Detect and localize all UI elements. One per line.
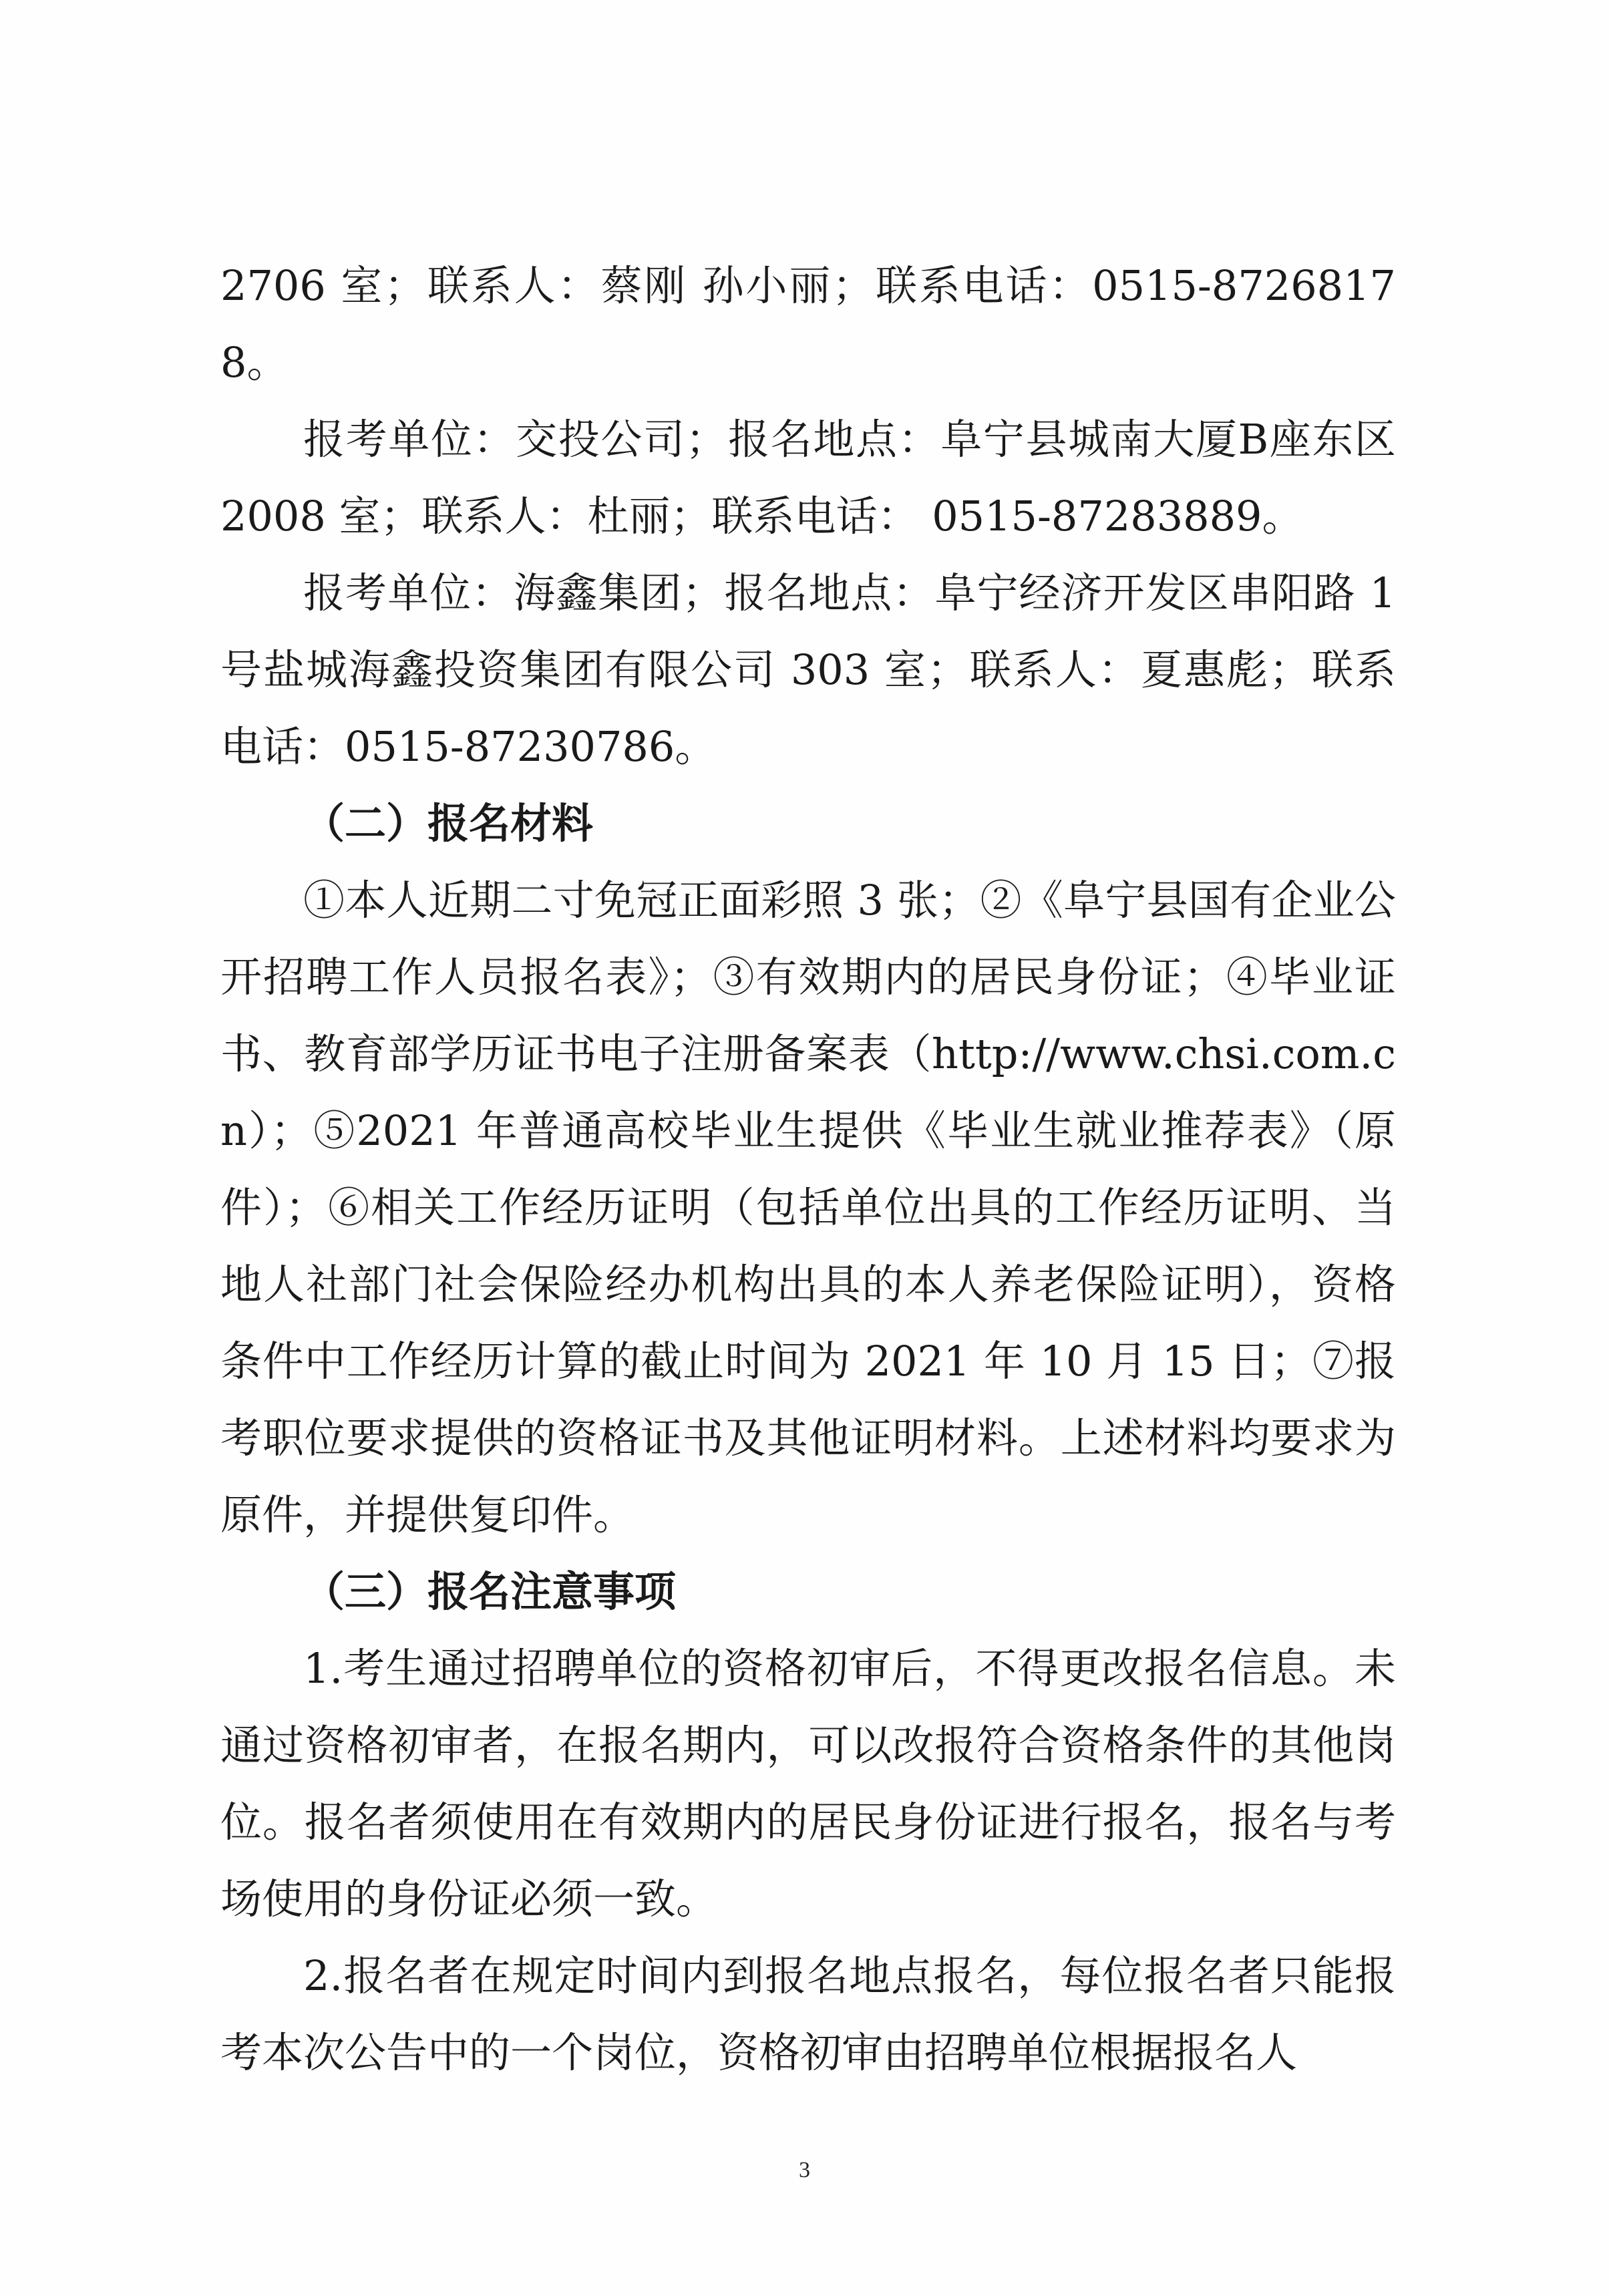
paragraph-contact-continued: 2706 室；联系人：蔡刚 孙小丽；联系电话：0515-87268178。 [220, 261, 1396, 387]
section-heading-materials: （二）报名材料 [303, 799, 594, 848]
paragraph-note-2: 2.报名者在规定时间内到报名地点报名，每位报名者只能报考本次公告中的一个岗位，资格初审由招聘单位根据报名人 [220, 1951, 1396, 2077]
paragraph-jiaotou-unit: 报考单位：交投公司；报名地点：阜宁县城南大厦B座东区 2008 室；联系人：杜丽；联系电话： 0515-87283889。 [220, 415, 1396, 540]
section-heading-notes: （三）报名注意事项 [303, 1567, 677, 1616]
page-number: 3 [799, 2158, 810, 2182]
document-body [220, 247, 1396, 2091]
paragraph-haixin-unit: 报考单位：海鑫集团；报名地点：阜宁经济开发区串阳路 1 号盐城海鑫投资集团有限公司 303 室；联系人：夏惠彪；联系电话：0515-87230786。 [220, 568, 1396, 771]
paragraph-materials-list: ①本人近期二寸免冠正面彩照 3 张；②《阜宁县国有企业公开招聘工作人员报名表》；③有效期内的居民身份证；④毕业证书、教育部学历证书电子注册备案表（http://www.chsi.com.cn）；⑤2021 年普通高校毕业生提供《毕业生就业推荐表》（原件）；⑥相关工作经历证明（包括单位出具的工作经历证明、当地人社部门社会保险经办机构出具的本人养老保险证明），资格条件中工作经历计算的截止时间为 2021 年 10 月 15 日；⑦报考职位要求提供的资格证书及其他证明材料。上述材料均要求为原件，并提供复印件。 [220, 876, 1396, 1539]
paragraph-note-1: 1.考生通过招聘单位的资格初审后，不得更改报名信息。未通过资格初审者，在报名期内，可以改报符合资格条件的其他岗位。报名者须使用在有效期内的居民身份证进行报名，报名与考场使用的身份证必须一致。 [220, 1644, 1396, 1923]
